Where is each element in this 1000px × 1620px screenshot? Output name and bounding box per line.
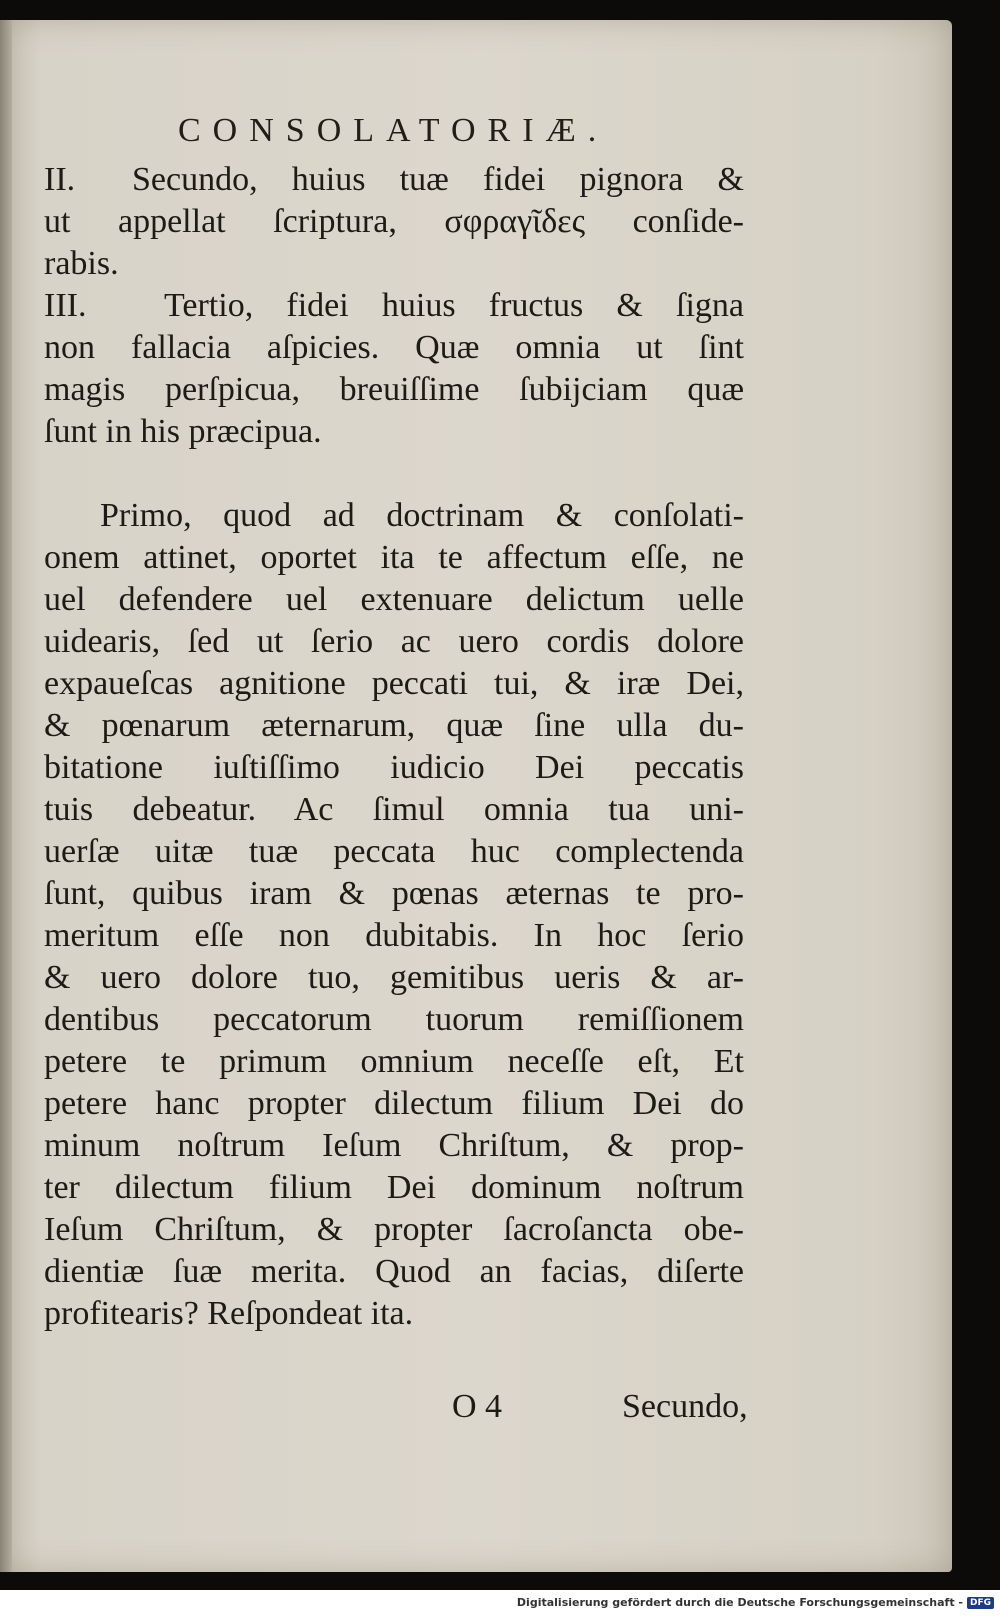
text-line: II. Secundo, huius tuæ fidei pignora & <box>44 161 744 198</box>
text-line: III. Tertio, fidei huius fructus & ſigna <box>44 287 744 324</box>
text-line: onem attinet, oportet ita te affectum eſſe, ne <box>44 539 744 576</box>
dfg-logo: DFG <box>967 1597 994 1609</box>
text-line: non fallacia aſpicies. Quæ omnia ut ſint <box>44 329 744 366</box>
text-line: & pœnarum æternarum, quæ ſine ulla du- <box>44 707 744 744</box>
section-number: III. <box>44 287 87 324</box>
digitization-credit <box>517 1596 994 1609</box>
text-line: petere te primum omnium neceſſe eſt, Et <box>44 1043 744 1080</box>
running-head: CONSOLATORIÆ. <box>178 112 609 149</box>
text-line: Primo, quod ad doctrinam & conſolati- <box>100 497 744 534</box>
text-line: profitearis? Reſpondeat ita. <box>44 1295 414 1332</box>
text-line: uidearis, ſed ut ſerio ac uero cordis dolore <box>44 623 744 660</box>
catchword: Secundo, <box>622 1388 748 1425</box>
section-number: II. <box>44 161 76 198</box>
text-line: meritum eſſe non dubitabis. In hoc ſerio <box>44 917 744 954</box>
text-line: expaueſcas agnitione peccati tui, & iræ Dei, <box>44 665 744 702</box>
text-line: uel defendere uel extenuare delictum uelle <box>44 581 744 618</box>
text-line: petere hanc propter dilectum filium Dei do <box>44 1085 744 1122</box>
text-line: magis perſpicua, breuiſſime ſubijciam quæ <box>44 371 744 408</box>
text-line: tuis debeatur. Ac ſimul omnia tua uni- <box>44 791 744 828</box>
text-line: ſunt in his præcipua. <box>44 413 322 450</box>
text-line: dentibus peccatorum tuorum remiſſionem <box>44 1001 744 1038</box>
text-line: rabis. <box>44 245 119 282</box>
text-line: uerſæ uitæ tuæ peccata huc complectenda <box>44 833 744 870</box>
text-line: Ieſum Chriſtum, & propter ſacroſancta obe- <box>44 1211 744 1248</box>
text-line: ſunt, quibus iram & pœnas æternas te pro- <box>44 875 744 912</box>
text-line: & uero dolore tuo, gemitibus ueris & ar- <box>44 959 744 996</box>
credit-text: Digitalisierung gefördert durch die Deutsche Forschungsgemeinschaft - <box>516 1596 963 1609</box>
text-line: minum noſtrum Ieſum Chriſtum, & prop- <box>44 1127 744 1164</box>
text-line: bitatione iuſtiſſimo iudicio Dei peccatis <box>44 749 744 786</box>
text-line: dientiæ ſuæ merita. Quod an facias, diſerte <box>44 1253 744 1290</box>
page-binding-edge <box>0 20 12 1572</box>
signature-mark: O 4 <box>452 1388 503 1425</box>
text-line: ter dilectum filium Dei dominum noſtrum <box>44 1169 744 1206</box>
text-line: ut appellat ſcriptura, σφραγῖδες conſide- <box>44 203 744 240</box>
book-page <box>4 20 952 1572</box>
